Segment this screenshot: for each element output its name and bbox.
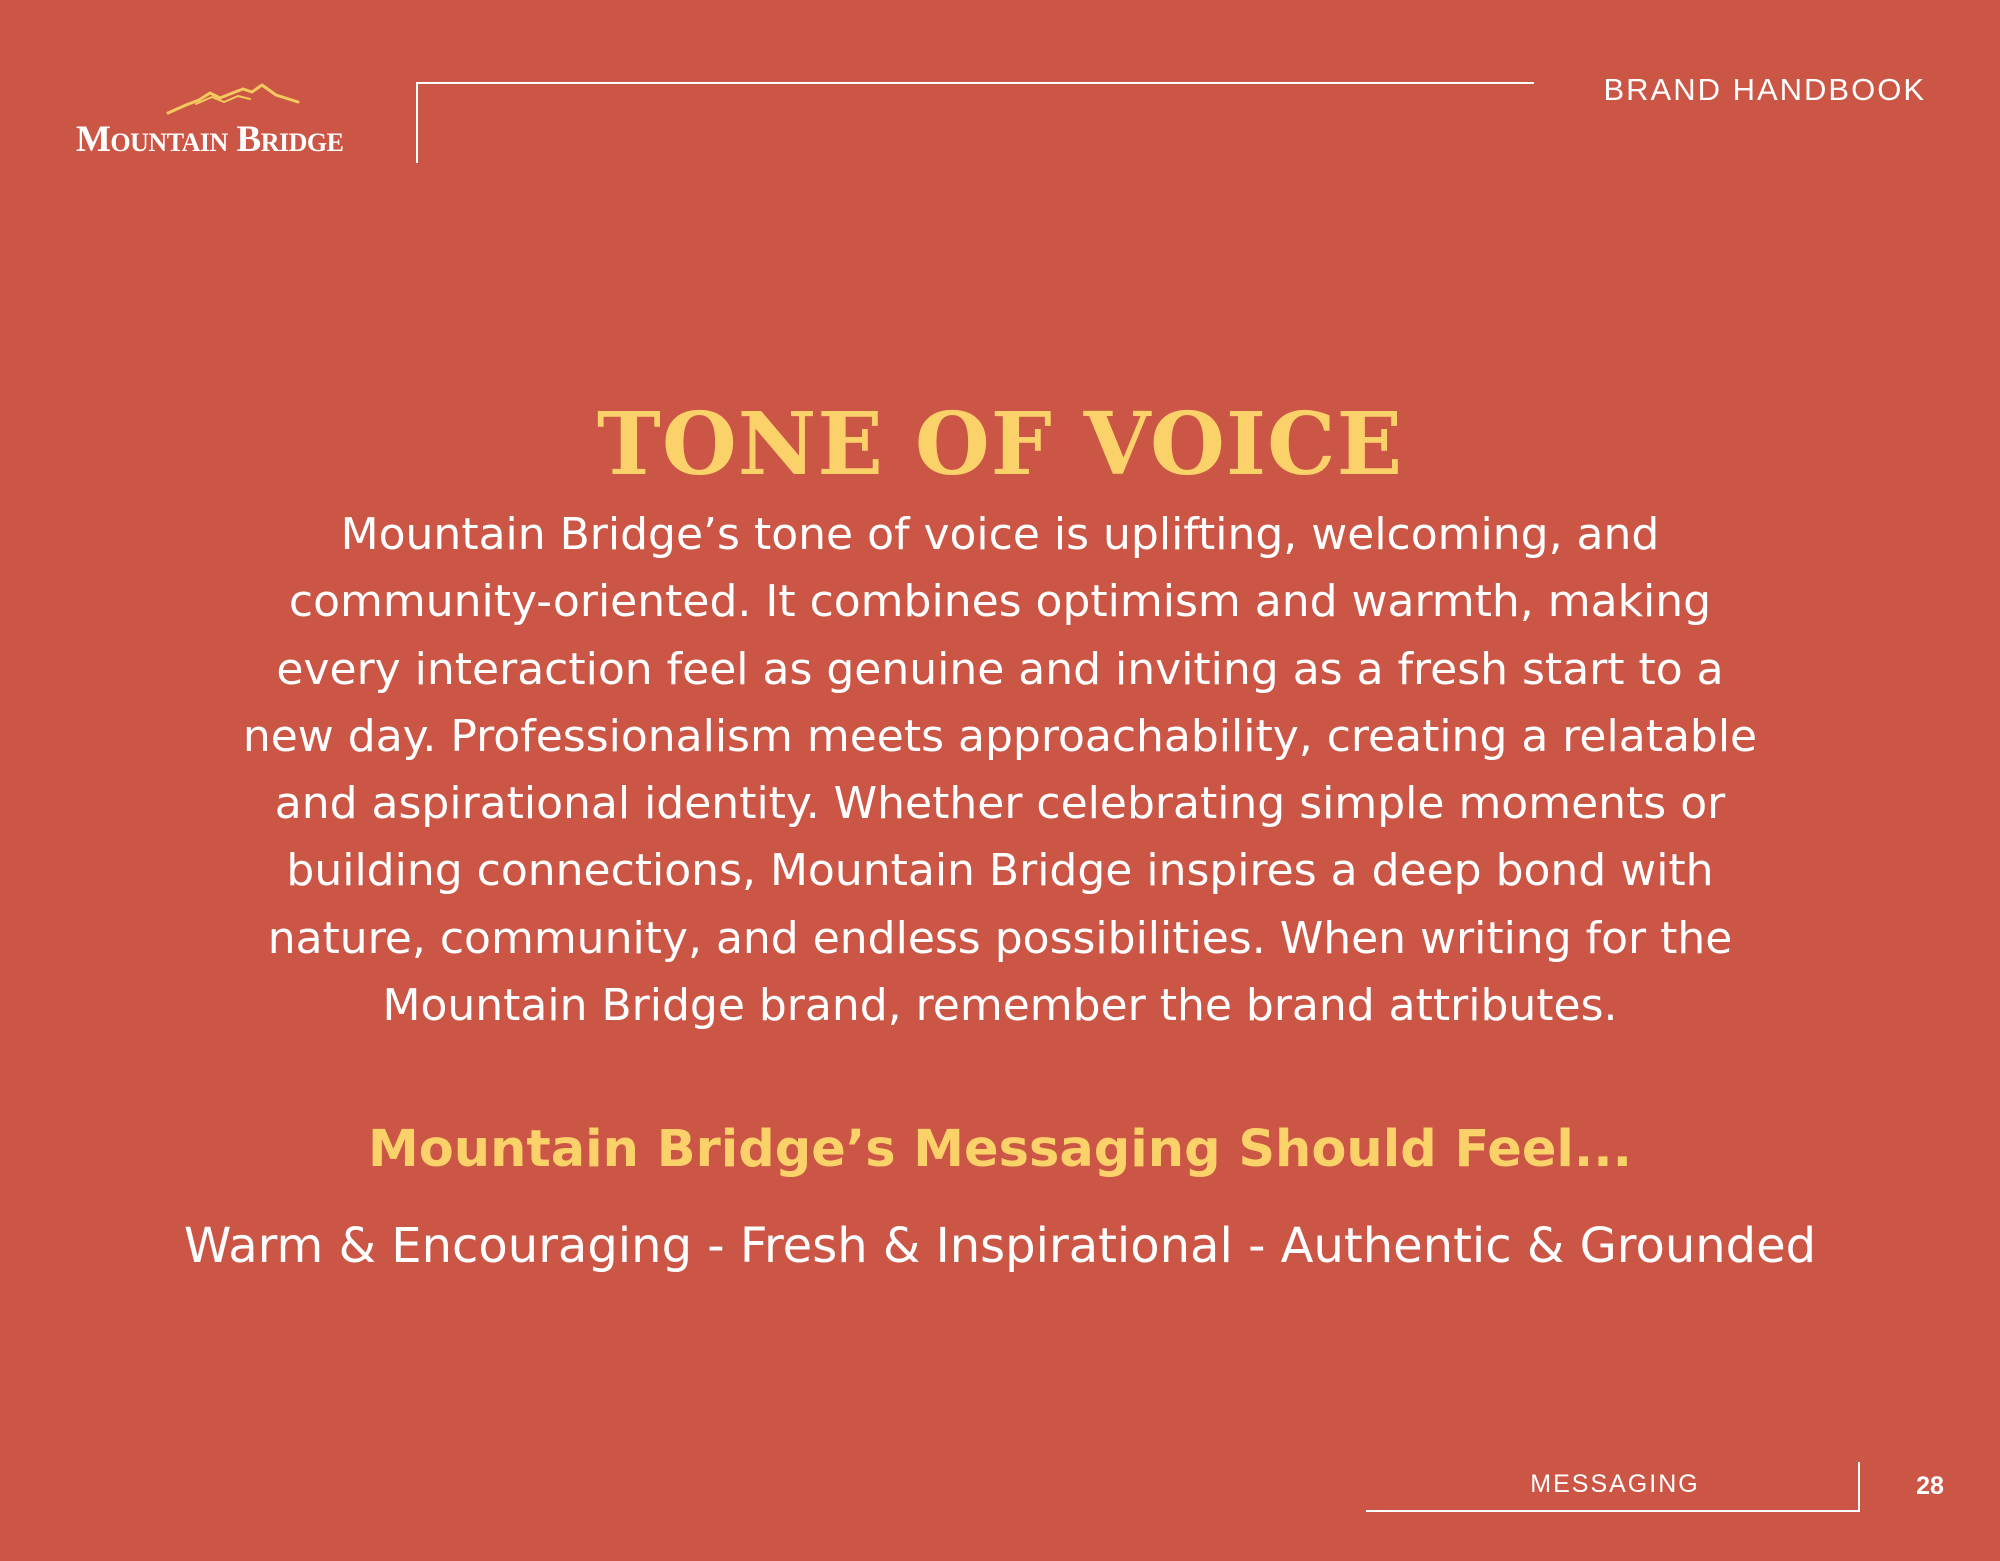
body-line: nature, community, and endless possibilities. When writing for the: [267, 912, 1733, 964]
page-title: TONE OF VOICE: [596, 394, 1404, 495]
page-number: 28: [1916, 1472, 1944, 1500]
brand-logo: [76, 82, 396, 162]
document-title: BRAND HANDBOOK: [1603, 72, 1926, 107]
section-label: MESSAGING: [1530, 1470, 1700, 1498]
messaging-subheading: Mountain Bridge’s Messaging Should Feel...: [367, 1120, 1633, 1179]
mountain-ridge-icon: [166, 82, 300, 118]
body-line: and aspirational identity. Whether celebrating simple moments or: [274, 778, 1726, 830]
brand-attributes: Warm & Encouraging - Fresh & Inspirational - Authentic & Grounded: [183, 1218, 1817, 1274]
body-paragraph: [140, 501, 1860, 1039]
header-divider-vertical: [416, 83, 418, 163]
header-divider-horizontal: [416, 82, 1534, 84]
body-line: every interaction feel as genuine and inviting as a fresh start to a: [276, 643, 1724, 695]
body-line: Mountain Bridge’s tone of voice is uplifting, welcoming, and: [340, 509, 1660, 560]
body-line: building connections, Mountain Bridge inspires a deep bond with: [286, 845, 1714, 897]
logo-wordmark: Mountain Bridge: [76, 119, 344, 160]
body-line: community-oriented. It combines optimism and warmth, making: [288, 576, 1712, 628]
footer-divider-horizontal: [1366, 1510, 1860, 1512]
body-line: new day. Professionalism meets approachability, creating a relatable: [242, 710, 1758, 762]
body-line: Mountain Bridge brand, remember the brand attributes.: [382, 980, 1618, 1032]
footer-divider-vertical: [1858, 1462, 1860, 1512]
